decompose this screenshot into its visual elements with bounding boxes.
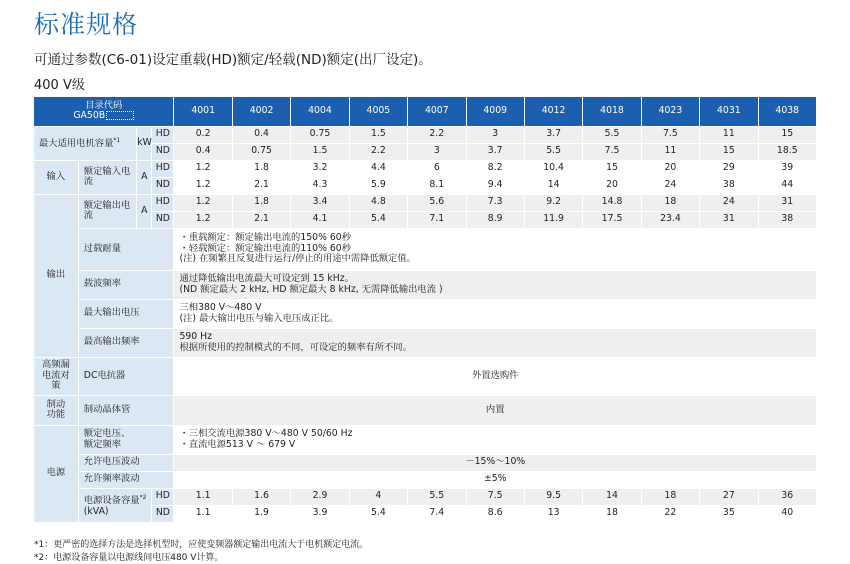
motor-hd-value: 7.5 <box>641 126 699 143</box>
model-header: 4009 <box>466 97 524 126</box>
output-nd-value: 31 <box>700 211 758 228</box>
capacity-nd-value: 8.6 <box>466 505 524 522</box>
output-hd-row <box>34 194 817 211</box>
nd-label: ND <box>152 177 174 194</box>
overload-value: ・重载额定：额定输出电流的150% 60秒 ・轻载额定：额定输出电流的110% 60秒 (注) 在频繁且反复进行运行/停止的用途中需降低额定值。 <box>174 228 817 270</box>
hd-label: HD <box>152 126 174 143</box>
motor-nd-value: 11 <box>641 143 699 160</box>
motor-hd-value: 3.7 <box>524 126 582 143</box>
motor-nd-value: 1.5 <box>291 143 349 160</box>
output-hd-value: 14.8 <box>583 194 641 211</box>
output-current-label: 额定输出电流 <box>78 194 136 228</box>
code-placeholder-box <box>106 111 134 120</box>
max-freq-row <box>34 328 817 357</box>
catalog-code-prefix: GA50B <box>73 110 106 122</box>
max-voltage-label: 最大输出电压 <box>78 299 174 328</box>
motor-nd-value: 5.5 <box>524 143 582 160</box>
motor-nd-value: 0.4 <box>174 143 232 160</box>
motor-unit: kW <box>137 126 152 160</box>
input-hd-value: 8.2 <box>466 160 524 177</box>
output-nd-value: 23.4 <box>641 211 699 228</box>
frequency-tolerance-value: ±5% <box>174 471 817 488</box>
motor-hd-value: 0.75 <box>291 126 349 143</box>
output-nd-value: 38 <box>758 211 816 228</box>
input-nd-value: 1.2 <box>174 177 232 194</box>
output-hd-value: 4.8 <box>349 194 407 211</box>
output-hd-value: 1.8 <box>232 194 290 211</box>
motor-hd-value: 2.2 <box>408 126 466 143</box>
carrier-value: 通过降低输出电流最大可设定到 15 kHz。 (ND 额定最大 2 kHz, HD 额定最大 8 kHz, 无需降低输出电流 ) <box>174 270 817 299</box>
motor-nd-value: 7.5 <box>583 143 641 160</box>
motor-nd-value: 15 <box>700 143 758 160</box>
capacity-nd-value: 1.1 <box>174 505 232 522</box>
capacity-nd-value: 22 <box>641 505 699 522</box>
model-header: 4005 <box>349 97 407 126</box>
capacity-hd-value: 14 <box>583 488 641 505</box>
output-hd-value: 3.4 <box>291 194 349 211</box>
rated-voltage-label: 额定电压、额定频率 <box>78 425 174 454</box>
motor-hd-value: 0.2 <box>174 126 232 143</box>
input-nd-value: 4.3 <box>291 177 349 194</box>
model-header: 4002 <box>232 97 290 126</box>
capacity-hd-value: 2.9 <box>291 488 349 505</box>
page-subtitle: 可通过参数(C6-01)设定重载(HD)额定/轻载(ND)额定(出厂设定)。 <box>34 52 432 68</box>
motor-hd-value: 3 <box>466 126 524 143</box>
input-hd-value: 29 <box>700 160 758 177</box>
model-header: 4038 <box>758 97 816 126</box>
voltage-tolerance-row <box>34 454 817 471</box>
dc-reactor-label: DC电抗器 <box>78 357 174 395</box>
catalog-code-label: 目录代码 <box>85 99 123 111</box>
input-nd-value: 9.4 <box>466 177 524 194</box>
output-nd-value: 4.1 <box>291 211 349 228</box>
model-header: 4031 <box>700 97 758 126</box>
capacity-nd-value: 13 <box>524 505 582 522</box>
capacity-hd-value: 1.6 <box>232 488 290 505</box>
hd-label: HD <box>152 160 174 177</box>
input-nd-row <box>34 177 817 194</box>
output-hd-value: 31 <box>758 194 816 211</box>
output-hd-value: 24 <box>700 194 758 211</box>
capacity-nd-value: 40 <box>758 505 816 522</box>
max-voltage-row <box>34 299 817 328</box>
max-freq-value: 590 Hz 根据所使用的控制模式的不同，可设定的频率有所不同。 <box>174 328 817 357</box>
model-header: 4001 <box>174 97 232 126</box>
capacity-nd-row <box>34 505 817 522</box>
harmonic-row <box>34 357 817 395</box>
motor-nd-value: 2.2 <box>349 143 407 160</box>
input-nd-value: 20 <box>583 177 641 194</box>
input-hd-value: 6 <box>408 160 466 177</box>
motor-hd-value: 1.5 <box>349 126 407 143</box>
model-header: 4023 <box>641 97 699 126</box>
footnote-2: *2：电源设备容量以电源线间电压480 V计算。 <box>34 553 224 563</box>
input-current-label: 额定输入电流 <box>78 160 136 194</box>
nd-label: ND <box>152 143 174 160</box>
motor-hd-value: 5.5 <box>583 126 641 143</box>
input-hd-value: 1.2 <box>174 160 232 177</box>
capacity-nd-value: 3.9 <box>291 505 349 522</box>
power-category: 电源 <box>34 425 78 522</box>
motor-nd-value: 18.5 <box>758 143 816 160</box>
input-nd-value: 2.1 <box>232 177 290 194</box>
capacity-hd-row <box>34 488 817 505</box>
input-hd-value: 1.8 <box>232 160 290 177</box>
input-nd-value: 14 <box>524 177 582 194</box>
max-freq-label: 最高输出频率 <box>78 328 174 357</box>
motor-hd-value: 11 <box>700 126 758 143</box>
voltage-class-label: 400 V级 <box>34 78 85 93</box>
model-header: 4018 <box>583 97 641 126</box>
spec-table <box>34 97 817 523</box>
max-voltage-value: 三相380 V～480 V (注) 最大输出电压与输入电压成正比。 <box>174 299 817 328</box>
hd-label: HD <box>152 488 174 505</box>
power-rated-row <box>34 425 817 454</box>
input-nd-value: 44 <box>758 177 816 194</box>
motor-hd-row <box>34 126 817 143</box>
model-header: 4012 <box>524 97 582 126</box>
voltage-tolerance-value: －15%～10% <box>174 454 817 471</box>
overload-label: 过载耐量 <box>78 228 174 270</box>
braking-category: 制动功能 <box>34 395 78 425</box>
model-header: 4007 <box>408 97 466 126</box>
output-hd-value: 7.3 <box>466 194 524 211</box>
output-nd-value: 8.9 <box>466 211 524 228</box>
catalog-code-cell <box>34 97 174 126</box>
rated-voltage-value: ・三相交流电源380 V～480 V 50/60 Hz ・直流电源513 V ～ 679 V <box>174 425 817 454</box>
frequency-tolerance-label: 允许频率波动 <box>78 471 174 488</box>
capacity-hd-value: 36 <box>758 488 816 505</box>
page-title: 标准规格 <box>34 10 139 39</box>
capacity-hd-value: 1.1 <box>174 488 232 505</box>
capacity-hd-value: 27 <box>700 488 758 505</box>
input-hd-value: 10.4 <box>524 160 582 177</box>
model-header: 4004 <box>291 97 349 126</box>
output-hd-value: 18 <box>641 194 699 211</box>
header-row <box>34 97 817 126</box>
output-nd-row <box>34 211 817 228</box>
output-nd-value: 11.9 <box>524 211 582 228</box>
input-hd-value: 39 <box>758 160 816 177</box>
braking-transistor-value: 内置 <box>174 395 817 425</box>
braking-transistor-label: 制动晶体管 <box>78 395 174 425</box>
output-category: 输出 <box>34 194 78 357</box>
carrier-label: 载波频率 <box>78 270 174 299</box>
power-capacity-label: 电源设备容量$^{*2}$ (kVA) <box>78 488 152 522</box>
input-hd-row <box>34 160 817 177</box>
carrier-row <box>34 270 817 299</box>
motor-hd-value: 15 <box>758 126 816 143</box>
capacity-nd-value: 1.9 <box>232 505 290 522</box>
input-hd-value: 20 <box>641 160 699 177</box>
output-hd-value: 5.6 <box>408 194 466 211</box>
input-hd-value: 15 <box>583 160 641 177</box>
output-nd-value: 17.5 <box>583 211 641 228</box>
capacity-hd-value: 9.5 <box>524 488 582 505</box>
motor-nd-value: 3 <box>408 143 466 160</box>
nd-label: ND <box>152 211 174 228</box>
input-nd-value: 8.1 <box>408 177 466 194</box>
hd-label: HD <box>152 194 174 211</box>
dc-reactor-value: 外置选购件 <box>174 357 817 395</box>
input-unit: A <box>137 160 152 194</box>
motor-nd-value: 0.75 <box>232 143 290 160</box>
motor-hd-value: 0.4 <box>232 126 290 143</box>
output-nd-value: 1.2 <box>174 211 232 228</box>
input-hd-value: 4.4 <box>349 160 407 177</box>
footnote-1: *1：更严密的选择方法是选择机型时，应使变频器额定输出电流大于电机额定电流。 <box>34 540 369 550</box>
overload-row <box>34 228 817 270</box>
capacity-hd-value: 4 <box>349 488 407 505</box>
capacity-nd-value: 7.4 <box>408 505 466 522</box>
capacity-nd-value: 35 <box>700 505 758 522</box>
capacity-nd-value: 18 <box>583 505 641 522</box>
output-nd-value: 5.4 <box>349 211 407 228</box>
input-nd-value: 38 <box>700 177 758 194</box>
frequency-tolerance-row <box>34 471 817 488</box>
capacity-hd-value: 18 <box>641 488 699 505</box>
harmonic-category: 高频漏电流对策 <box>34 357 78 395</box>
input-nd-value: 24 <box>641 177 699 194</box>
output-nd-value: 7.1 <box>408 211 466 228</box>
voltage-tolerance-label: 允许电压波动 <box>78 454 174 471</box>
nd-label: ND <box>152 505 174 522</box>
input-hd-value: 3.2 <box>291 160 349 177</box>
braking-row <box>34 395 817 425</box>
output-nd-value: 2.1 <box>232 211 290 228</box>
input-nd-value: 5.9 <box>349 177 407 194</box>
input-category: 输入 <box>34 160 78 194</box>
output-unit: A <box>137 194 152 228</box>
capacity-hd-value: 7.5 <box>466 488 524 505</box>
output-hd-value: 9.2 <box>524 194 582 211</box>
capacity-hd-value: 5.5 <box>408 488 466 505</box>
output-hd-value: 1.2 <box>174 194 232 211</box>
motor-capacity-label: 最大适用电机容量$^{*1}$ <box>34 126 137 160</box>
motor-nd-value: 3.7 <box>466 143 524 160</box>
capacity-nd-value: 5.4 <box>349 505 407 522</box>
